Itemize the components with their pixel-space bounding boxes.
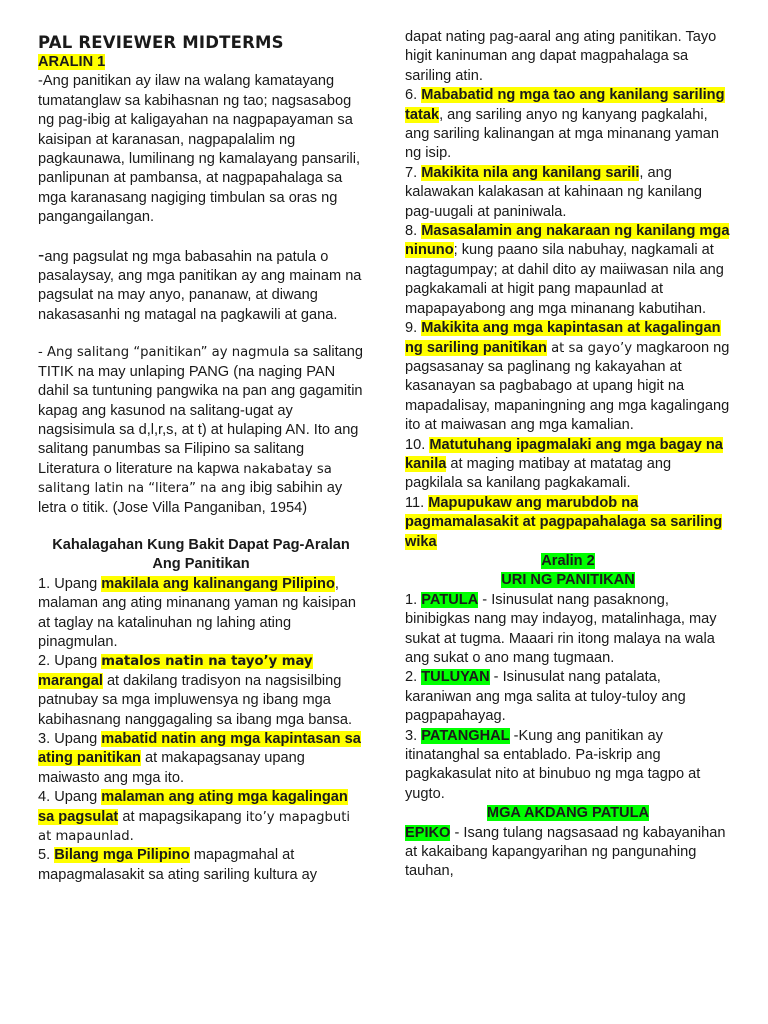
list-item-8-highlight: Masasalamin ang nakaraan ng kanilang mga ninuno (405, 223, 730, 259)
list-item-6-highlight: Mababatid ng mga tao ang kanilang sariling tatak (405, 87, 725, 123)
list-item-9 (405, 319, 731, 435)
list-item-10 (405, 436, 731, 494)
list-item-10-prefix: 10. (405, 436, 430, 453)
list-item-8 (405, 222, 731, 319)
spacer (38, 518, 364, 536)
list-item-2-highlight: matalos natin na tayo’y may (101, 654, 313, 670)
uri-item-3-prefix: 3. (405, 727, 422, 744)
uri-heading-highlight: URI NG PANITIKAN (501, 572, 635, 589)
list-item-7 (405, 164, 731, 222)
uri-item-2-highlight: TULUYAN (421, 669, 490, 686)
list-item-2-prefix: 2. Upang (38, 653, 102, 670)
list-item-1 (38, 575, 364, 653)
akda-heading (405, 804, 731, 823)
aralin-1-label (38, 53, 364, 72)
paragraph-3 (38, 343, 364, 518)
list-item-3-highlight: mabatid natin ang mga kapintasan sa ating panitikan (38, 731, 361, 767)
paragraph-3-body: salitang TITIK na may unlaping PANG (na naging PAN dahil sa tuntuning pangwika na pan ang gagamitin kapag ang kasunod na salitang-ugat ay nagsisimula sa d,l,r,s, at t) at hulaping AN. Ito ang salitang panumbas sa Filipino sa salitang Literatura o literature na kapwa (38, 344, 363, 477)
list-item-9-prefix: 9. (405, 320, 422, 337)
uri-item-2-prefix: 2. (405, 669, 422, 686)
list-item-9-text-2: magkaroon ng pagsasanay sa paglinang ng kakayahan at kasanayan sa pagbabago at upang higit na mapadalisay, mapaningning ang mga kagalingang ito at maiwasan ang mga kamalian. (405, 339, 730, 434)
list-item-2-highlight-2: marangal (38, 672, 103, 689)
left-column (38, 0, 364, 885)
list-item-7-prefix: 7. (405, 164, 422, 181)
aralin-2-highlight: Aralin 2 (541, 552, 595, 569)
spacer (38, 228, 364, 246)
list-item-3-prefix: 3. Upang (38, 731, 102, 747)
list-item-1-text: , malaman ang ating minanang yaman ng kaisipan at taglay na katalinuhan ng lahing ating pinagmulan. (38, 575, 357, 650)
list-item-1-prefix: 1. Upang (38, 575, 102, 592)
uri-item-2-text: - Isinusulat nang patalata, karaniwan ang mga salita at tuloy-tuloy ang pagpapahayag. (405, 669, 686, 725)
list-item-4 (38, 788, 364, 846)
list-item-3-text: at makapagsanay upang maiwasto ang mga ito. (38, 750, 305, 786)
list-item-11-prefix: 11. (405, 494, 429, 511)
list-item-2-text: at dakilang tradisyon na nagsisilbing patnubay sa mga impluwensya ng ibang mga kabihasnang nanggagaling sa ibang mga bansa. (38, 672, 353, 728)
list-item-5-text: mapagmahal at mapagmalasakit sa ating sariling kultura ay (38, 847, 318, 883)
paragraph-3-intro: - Ang salitang “panitikan” ay nagmula sa (38, 345, 309, 361)
list-item-10-highlight: Matutuhang ipagmalaki ang mga bagay na kanila (405, 436, 723, 472)
list-item-7-highlight: Makikita nila ang kanilang sarili (421, 164, 640, 181)
paragraph-3-end: ibig sabihin ay letra o titik. (Jose Villa Panganiban, 1954) (38, 480, 343, 516)
list-item-3 (38, 730, 364, 788)
uri-item-3-highlight: PATANGHAL (421, 727, 510, 744)
paragraph-1: -Ang panitikan ay ilaw na walang kamatayang tumatanglaw sa kabihasnan ng tao; nagsasabog ng pag-ibig at kaligayahan na nagpapayaman sa kaisipan at karanasan, nagpapalalim ng pagkaunawa, lumilinang ng kamalayang pansarili, panlipunan at pambansa, at nagpapahalaga sa mga karanasang nagiging timbulan sa oras ng pangangailangan. (38, 73, 361, 226)
list-item-5-highlight: Bilang mga Pilipino (54, 847, 190, 864)
epiko-item (405, 824, 731, 882)
section-heading: Kahalagahan Kung Bakit Dapat Pag-Aralan Ang Panitikan (52, 536, 350, 573)
list-item-4-text-2: ito’y mapagbuti at mapaunlad. (38, 809, 351, 845)
uri-item-3 (405, 727, 731, 805)
list-item-10-text: at maging matibay at matatag ang pagkilala sa kanilang pagkakamali. (405, 455, 672, 492)
list-item-1-highlight: makilala ang kalinangang Pilipino (101, 575, 335, 592)
list-item-4-prefix: 4. Upang (38, 789, 102, 806)
list-item-6-text: , ang sariling anyo ng kanyang pagkalahi, ang sariling kalinangan at mga minanang yaman ng isip. (405, 106, 719, 162)
list-item-11-highlight: Mapupukaw ang marubdob na pagmamalasakit at pagpapahalaga sa sariling wika (405, 494, 723, 550)
page-title: PAL REVIEWER MIDTERMS (38, 33, 284, 52)
uri-item-3-text: -Kung ang panitikan ay itinatanghal sa entablado. Pa-iskrip ang pagkakasulat nito at binubuo ng mga tagpo at yugto. (405, 727, 701, 802)
list-item-4-text: at mapagsikapang (118, 808, 242, 825)
list-item-6-prefix: 6. (405, 87, 422, 104)
uri-item-1-prefix: 1. (405, 591, 422, 608)
paragraph-2-text: ang pagsulat ng mga babasahin na patula o pasalaysay, ang mga panitikan ay ang mainam na pagsulat na may anyo, pananaw, at diwang nakasasanhi ng matagal na pagkawili at gana. (38, 248, 362, 323)
aralin-2-label (405, 552, 731, 571)
akda-heading-highlight: MGA AKDANG PATULA (486, 805, 650, 822)
continuation-text: dapat nating pag-aaral ang ating panitikan. Tayo higit kaninuman ang dapat magpahalaga sa sariling atin. (405, 29, 717, 84)
uri-item-1 (405, 591, 731, 669)
list-item-2 (38, 652, 364, 730)
list-item-5-prefix: 5. (38, 847, 55, 864)
uri-item-1-text: - Isinusulat nang pasaknong, binibigkas nang may indayog, matalinhaga, may sukat at tugma. Maaari rin itong malaya na wala ang sukat o ano mang tugmaan. (405, 591, 717, 666)
list-item-8-prefix: 8. (405, 223, 422, 240)
aralin-1-highlight: ARALIN 1 (38, 54, 106, 70)
list-item-5 (38, 846, 364, 885)
paragraph-2 (38, 246, 364, 326)
paragraph-3-latin: nakabatay sa salitang latin na “litera” na ang (38, 461, 332, 497)
epiko-text: - Isang tulang nagsasaad ng kabayanihan at kakaibang kapangyarihan ng pangunahing tauhan, (405, 824, 726, 880)
list-item-8-text: ; kung paano sila nabuhay, nagkamali at nagtagumpay; at dahil dito ay maiiwasan nila ang pagkakamali at higit pang mapaunlad at mapapayabong ang mga minanang kabutihan. (405, 242, 724, 317)
spacer (38, 325, 364, 343)
uri-heading (405, 571, 731, 590)
right-column (405, 28, 731, 882)
uri-item-2 (405, 668, 731, 726)
uri-item-1-highlight: PATULA (421, 591, 479, 608)
paragraph-2-dash: - (38, 244, 45, 266)
epiko-highlight: EPIKO (405, 824, 451, 841)
list-item-9-highlight: Makikita ang mga kapintasan at kagalingan ng sariling panitikan (405, 320, 721, 356)
list-item-11 (405, 494, 731, 552)
list-item-6 (405, 86, 731, 164)
list-item-9-text: at sa gayo’y (546, 340, 633, 356)
list-item-7-text: , ang kalawakan kalakasan at kahinaan ng kanilang pag-uugali at paniniwala. (405, 164, 702, 220)
list-item-4-highlight: malaman ang ating mga kagalingan sa pagsulat (38, 789, 348, 825)
